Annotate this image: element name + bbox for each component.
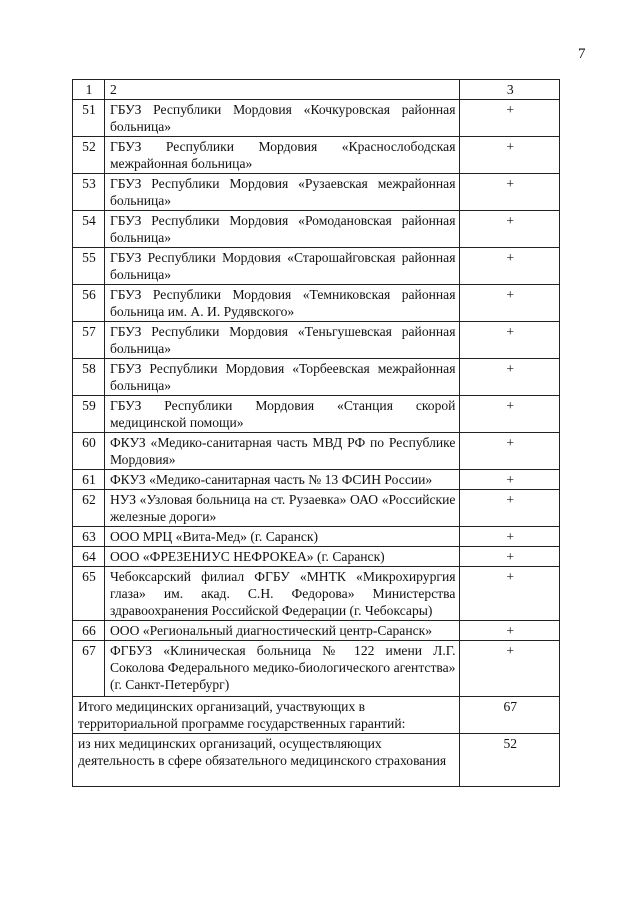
row-number: 54 xyxy=(73,211,105,248)
summary-label: Итого медицинских организаций, участвующих в территориальной программе государственных гарантий: xyxy=(73,697,460,734)
row-number: 58 xyxy=(73,359,105,396)
table-row xyxy=(73,396,560,433)
participation-mark: + xyxy=(460,359,560,396)
table-row xyxy=(73,641,560,697)
organization-name: ФКУЗ «Медико-санитарная часть № 13 ФСИН России» xyxy=(104,470,460,490)
organization-name: ГБУЗ Республики Мордовия «Рузаевская межрайонная больница» xyxy=(104,174,460,211)
table-row xyxy=(73,174,560,211)
participation-mark: + xyxy=(460,396,560,433)
participation-mark: + xyxy=(460,100,560,137)
row-number: 52 xyxy=(73,137,105,174)
organization-name: ООО «Региональный диагностический центр-Саранск» xyxy=(104,621,460,641)
row-number: 60 xyxy=(73,433,105,470)
summary-value: 67 xyxy=(460,697,560,734)
table-header-row xyxy=(73,80,560,100)
participation-mark: + xyxy=(460,137,560,174)
organization-name: Чебоксарский филиал ФГБУ «МНТК «Микрохирургия глаза» им. акад. С.Н. Федорова» Министерства здравоохранения Российской Федерации (г. Чебоксары) xyxy=(104,567,460,621)
organization-name: ООО МРЦ «Вита-Мед» (г. Саранск) xyxy=(104,527,460,547)
participation-mark: + xyxy=(460,621,560,641)
organization-name: ФКУЗ «Медико-санитарная часть МВД РФ по Республике Мордовия» xyxy=(104,433,460,470)
header-col-3: 3 xyxy=(460,80,560,100)
participation-mark: + xyxy=(460,490,560,527)
table-row xyxy=(73,359,560,396)
table-row xyxy=(73,470,560,490)
row-number: 64 xyxy=(73,547,105,567)
organization-name: ГБУЗ Республики Мордовия «Краснослободская межрайонная больница» xyxy=(104,137,460,174)
table-row xyxy=(73,285,560,322)
row-number: 53 xyxy=(73,174,105,211)
organization-name: ФГБУЗ «Клиническая больница № 122 имени Л.Г. Соколова Федерального медико-биологического агентства» (г. Санкт-Петербург) xyxy=(104,641,460,697)
row-number: 56 xyxy=(73,285,105,322)
row-number: 63 xyxy=(73,527,105,547)
row-number: 67 xyxy=(73,641,105,697)
row-number: 51 xyxy=(73,100,105,137)
participation-mark: + xyxy=(460,174,560,211)
row-number: 65 xyxy=(73,567,105,621)
row-number: 61 xyxy=(73,470,105,490)
summary-row xyxy=(73,697,560,734)
row-number: 59 xyxy=(73,396,105,433)
table-row xyxy=(73,490,560,527)
row-number: 62 xyxy=(73,490,105,527)
table-body xyxy=(73,80,560,787)
participation-mark: + xyxy=(460,211,560,248)
participation-mark: + xyxy=(460,567,560,621)
row-number: 57 xyxy=(73,322,105,359)
table-row xyxy=(73,248,560,285)
organization-name: ГБУЗ Республики Мордовия «Кочкуровская районная больница» xyxy=(104,100,460,137)
table-row xyxy=(73,137,560,174)
table-row xyxy=(73,621,560,641)
participation-mark: + xyxy=(460,285,560,322)
summary-value: 52 xyxy=(460,734,560,787)
participation-mark: + xyxy=(460,547,560,567)
organization-name: НУЗ «Узловая больница на ст. Рузаевка» ОАО «Российские железные дороги» xyxy=(104,490,460,527)
table-row xyxy=(73,322,560,359)
table-row xyxy=(73,547,560,567)
participation-mark: + xyxy=(460,641,560,697)
participation-mark: + xyxy=(460,248,560,285)
participation-mark: + xyxy=(460,433,560,470)
table-row xyxy=(73,567,560,621)
participation-mark: + xyxy=(460,322,560,359)
row-number: 66 xyxy=(73,621,105,641)
header-col-2: 2 xyxy=(104,80,460,100)
summary-row xyxy=(73,734,560,787)
organization-name: ГБУЗ Республики Мордовия «Торбеевская межрайонная больница» xyxy=(104,359,460,396)
table-row xyxy=(73,100,560,137)
organization-name: ГБУЗ Республики Мордовия «Ромодановская районная больница» xyxy=(104,211,460,248)
participation-mark: + xyxy=(460,527,560,547)
organization-name: ГБУЗ Республики Мордовия «Теньгушевская районная больница» xyxy=(104,322,460,359)
row-number: 55 xyxy=(73,248,105,285)
page-number: 7 xyxy=(578,46,586,62)
table-row xyxy=(73,211,560,248)
table-row xyxy=(73,433,560,470)
organization-name: ГБУЗ Республики Мордовия «Станция скорой медицинской помощи» xyxy=(104,396,460,433)
table-row xyxy=(73,527,560,547)
organization-name: ГБУЗ Республики Мордовия «Старошайговская районная больница» xyxy=(104,248,460,285)
organization-name: ГБУЗ Республики Мордовия «Темниковская районная больница им. А. И. Рудявского» xyxy=(104,285,460,322)
summary-label: из них медицинских организаций, осуществляющих деятельность в сфере обязательного медицинского страхования xyxy=(73,734,460,787)
header-col-1: 1 xyxy=(73,80,105,100)
organization-name: ООО «ФРЕЗЕНИУС НЕФРОКЕА» (г. Саранск) xyxy=(104,547,460,567)
participation-mark: + xyxy=(460,470,560,490)
organizations-table xyxy=(72,79,560,787)
